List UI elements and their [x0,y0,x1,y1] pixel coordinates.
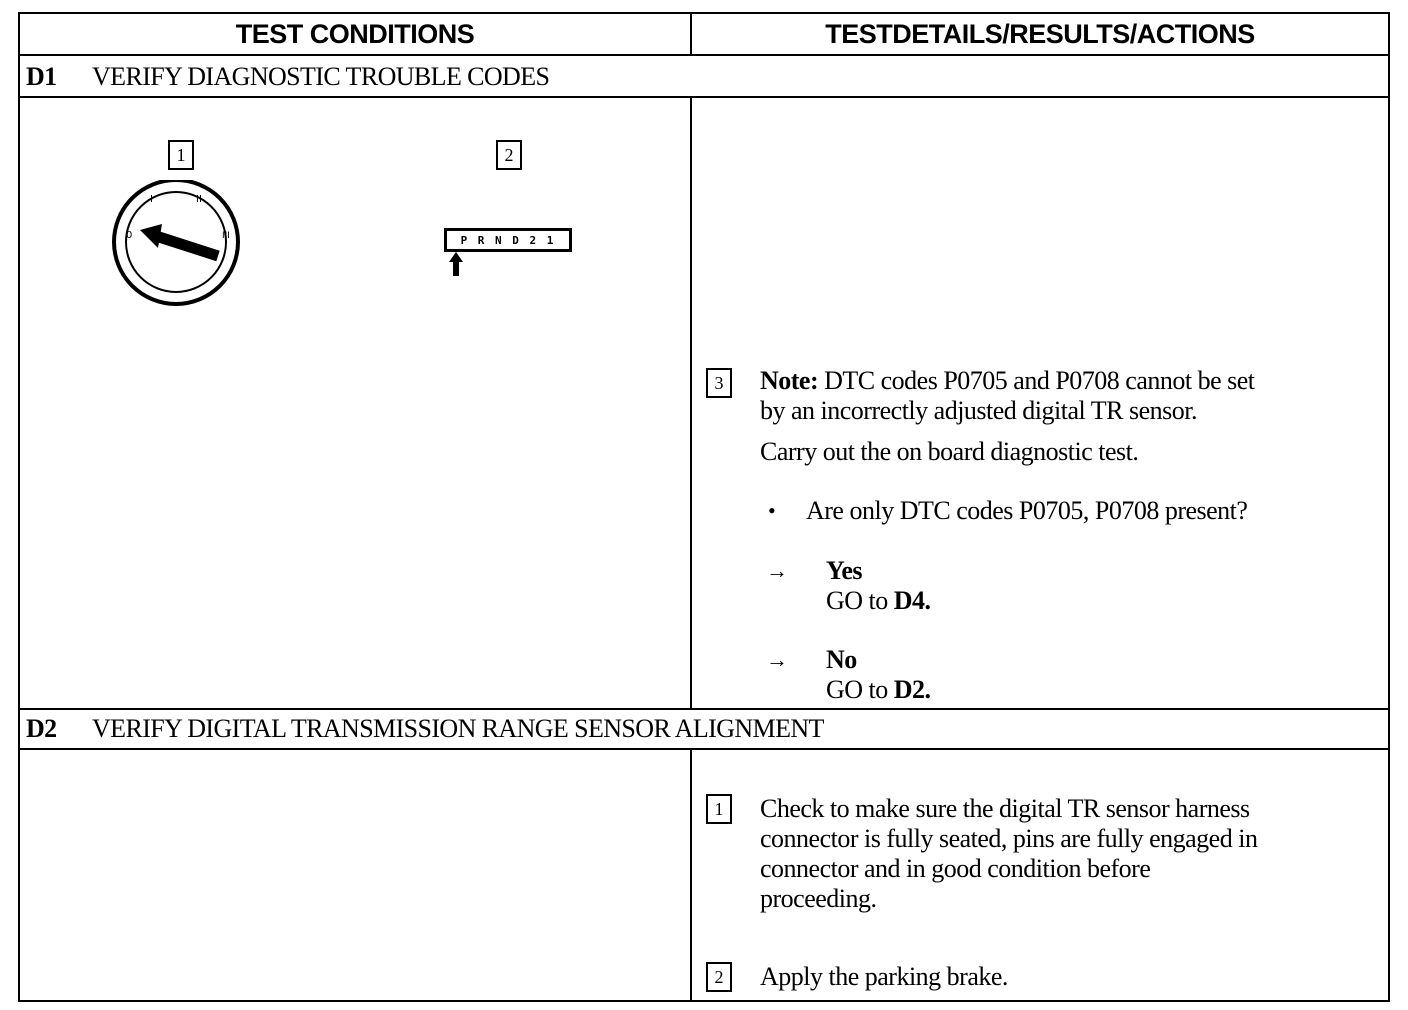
yes-arrow-icon: → [766,558,788,583]
d2-title: VERIFY DIGITAL TRANSMISSION RANGE SENSOR ALIGNMENT [92,714,824,743]
d2-step-1-number: 1 [706,794,732,824]
figure-2-number: 2 [496,140,522,170]
bullet-icon: • [768,498,776,523]
ignition-label-2: II [196,194,202,205]
yes-go-target: D4. [893,586,931,615]
d2-step-2-number: 2 [706,962,732,992]
ignition-switch-icon [110,180,250,310]
step-3-number: 3 [706,368,732,398]
ignition-label-0: 0 [126,230,133,241]
d2-id: D2 [26,714,57,743]
yes-go-text: GO to [826,586,888,615]
no-go-line [826,675,931,705]
ignition-label-3: III [222,231,230,241]
d2-step-1-line-2: connector is fully seated, pins are fully engaged in [760,824,1258,853]
arrow-up-icon [448,250,464,278]
no-label: No [826,645,857,674]
d1-id: D1 [26,62,57,91]
d2-section-title [26,710,824,748]
gear-selector-indicator: P R N D 2 1 [444,228,572,252]
figure-1-number: 1 [168,140,194,170]
header-test-details: TESTDETAILS/RESULTS/ACTIONS [825,18,1255,49]
d2-step-1-line-1: Check to make sure the digital TR sensor harness [760,794,1250,823]
no-go-target: D2. [893,675,931,704]
note-line-1 [760,366,1255,396]
d1-title: VERIFY DIAGNOSTIC TROUBLE CODES [92,62,550,91]
header-divider [18,54,1390,56]
header-test-conditions: TEST CONDITIONS [235,18,475,49]
d1-title-divider [18,96,1390,98]
no-go-text: GO to [826,675,888,704]
note-label: Note: [760,366,819,395]
note-text-1: DTC codes P0705 and P0708 cannot be set [824,366,1255,395]
ignition-label-1: I [150,194,153,205]
no-arrow-icon: → [766,647,788,672]
column-divider-d2 [690,748,692,1002]
instruction-text: Carry out the on board diagnostic test. [760,437,1139,466]
d2-step-1-line-3: connector and in good condition before [760,854,1151,883]
d2-title-divider [18,748,1390,750]
d2-step-1-line-4: proceeding. [760,884,877,913]
d2-step-2-text: Apply the parking brake. [760,962,1008,991]
d1-section-title [26,58,549,96]
column-divider-d1 [690,96,692,710]
yes-go-line [826,586,931,616]
note-line-2: by an incorrectly adjusted digital TR sensor. [760,396,1197,425]
question-text: Are only DTC codes P0705, P0708 present? [806,496,1248,525]
yes-label: Yes [826,556,863,585]
